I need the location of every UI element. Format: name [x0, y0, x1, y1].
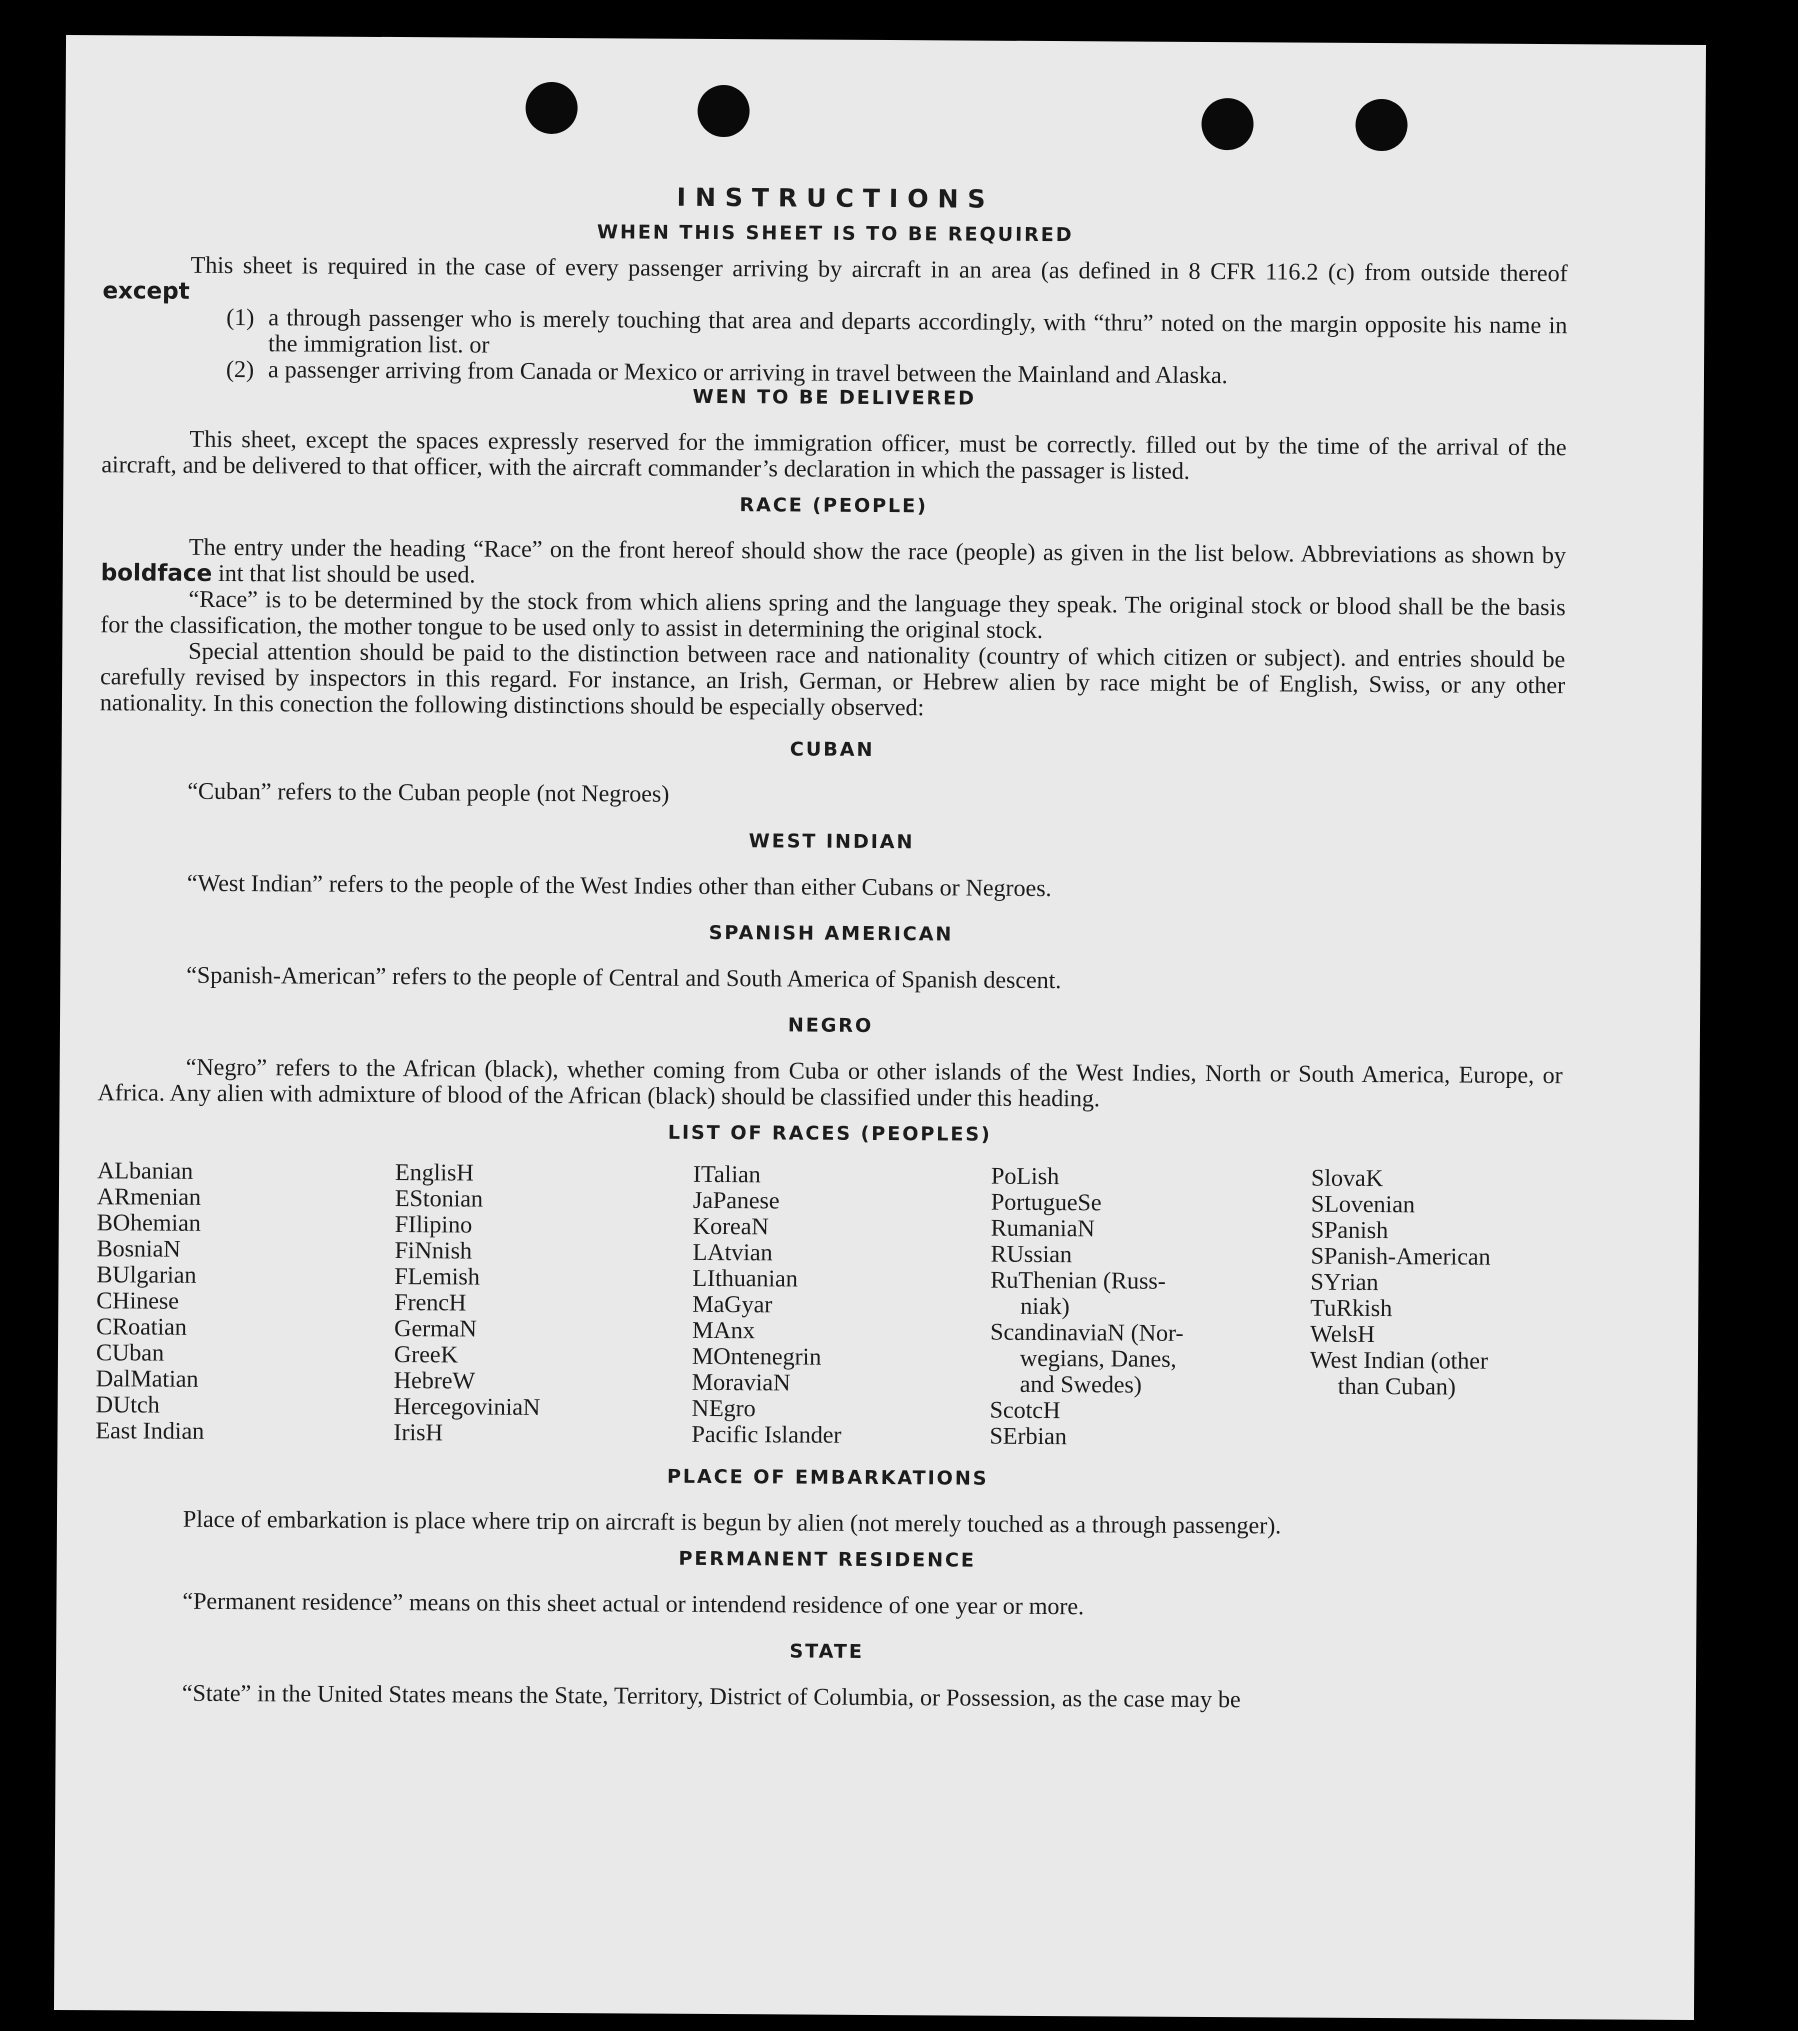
- section-heading-list-of-races: LIST OF RACES (PEOPLES): [667, 1121, 992, 1146]
- race-entry: West Indian (other: [1309, 1347, 1489, 1375]
- race-entry: ARmenian: [96, 1184, 202, 1211]
- races-list: [95, 1158, 1562, 1453]
- race-entry: JaPanese: [692, 1187, 780, 1215]
- race-entry: SErbian: [989, 1423, 1067, 1451]
- race-entry: GermaN: [394, 1316, 477, 1343]
- races-column: [393, 1160, 693, 1448]
- race-entry: CHinese: [96, 1288, 180, 1315]
- section-heading-permanent-residence: PERMANENT RESIDENCE: [678, 1547, 977, 1572]
- race-entry: HercegoviniaN: [393, 1394, 541, 1421]
- race-entry: MOntenegrin: [691, 1343, 822, 1371]
- race-paragraph-3: Special attention should be paid to the distinction between race and nationality (country of which citizen or subject). and entries should be carefully revised by inspectors in this regard. For instance, an Irish, German, or Hebrew alien by race might be of English, Swiss, or any other nationality. In this conection the following distinctions should be especially observed:: [99, 638, 1566, 722]
- list-item: (1) a through passenger who is merely touching that area and departs accordingly, with “thru” noted on the margin opposite his name in the immigration list. or: [226, 304, 1568, 359]
- race-entry: GreeK: [393, 1342, 459, 1369]
- race-entry: ALbanian: [97, 1158, 194, 1185]
- section-heading-when-required: WHEN THIS SHEET IS TO BE REQUIRED: [597, 221, 1074, 247]
- spanish-american-text: “Spanish-American” refers to the people of Central and South America of Spanish descent.: [186, 962, 1062, 995]
- race-entry: Pacific Islander: [691, 1421, 842, 1449]
- instructions-content: [94, 179, 1568, 1715]
- embarkation-text: Place of embarkation is place where trip on aircraft is begun by alien (not merely touched as a through passenger).: [182, 1506, 1282, 1540]
- race-entry: RuThenian (Russ-: [990, 1267, 1166, 1295]
- race-entry: SPanish: [1310, 1217, 1389, 1245]
- race-entry: LIthuanian: [692, 1265, 798, 1293]
- race-entry: KoreaN: [692, 1213, 769, 1241]
- race-entry: ITalian: [693, 1161, 761, 1189]
- race-entry-continued: wegians, Danes,: [1019, 1345, 1177, 1373]
- section-heading-state: STATE: [789, 1640, 864, 1663]
- race-entry: DUtch: [95, 1392, 160, 1419]
- page-title: INSTRUCTIONS: [676, 182, 995, 214]
- when-delivered-text: This sheet, except the spaces expressly reserved for the immigration officer, must be correctly. filled out by the time of the arrival of the aircraft, and be delivered to that officer, with the aircraft commander’s declaration in which the passager is listed.: [101, 426, 1567, 485]
- race-entry: MaGyar: [692, 1291, 773, 1319]
- punch-hole: [1355, 99, 1407, 151]
- race-entry: DalMatian: [95, 1366, 199, 1393]
- punch-hole: [525, 82, 577, 134]
- race-entry: PortugueSe: [990, 1189, 1102, 1217]
- race-entry: BUlgarian: [96, 1262, 197, 1289]
- west-indian-text: “West Indian” refers to the people of the West Indies other than either Cubans or Negroes.: [186, 870, 1052, 903]
- section-heading-negro: NEGRO: [787, 1014, 874, 1037]
- race-entry: ScotcH: [989, 1397, 1061, 1425]
- race-entry: FrencH: [394, 1290, 467, 1317]
- race-entry: EnglisH: [395, 1160, 474, 1187]
- race-entry: SlovaK: [1311, 1165, 1384, 1193]
- race-entry: CUban: [95, 1340, 165, 1367]
- race-entry-continued: niak): [1020, 1293, 1070, 1321]
- section-heading-race: RACE (PEOPLE): [739, 494, 928, 518]
- punch-hole: [697, 85, 749, 137]
- race-paragraph-1: The entry under the heading “Race” on the front hereof should show the race (people) as given in the list below. Abbreviations as shown by boldface int that list should be used.: [100, 534, 1566, 589]
- race-entry: SYrian: [1310, 1269, 1379, 1297]
- negro-text: “Negro” refers to the African (black), whether coming from Cuba or other islands of the West Indies, North or South America, Europe, or Africa. Any alien with admixture of blood of the African (black) should be classified under this heading.: [97, 1054, 1563, 1113]
- race-entry-continued: than Cuban): [1337, 1373, 1456, 1401]
- race-entry: FiNnish: [394, 1238, 473, 1265]
- race-entry: FLemish: [394, 1264, 480, 1291]
- races-column: [95, 1158, 395, 1446]
- race-entry: IrisH: [393, 1420, 443, 1447]
- race-entry: LAtvian: [692, 1239, 773, 1267]
- race-entry: PoLish: [991, 1163, 1060, 1191]
- race-entry: East Indian: [95, 1418, 205, 1445]
- race-entry: TuRkish: [1310, 1295, 1393, 1323]
- when-required-intro: This sheet is required in the case of every passenger arriving by aircraft in an area (as defined in 8 CFR 116.2 (c) from outside thereof except: [102, 252, 1568, 305]
- section-heading-when-delivered: WEN TO BE DELIVERED: [692, 385, 977, 410]
- section-heading-embarkation: PLACE OF EMBARKATIONS: [666, 1465, 989, 1490]
- race-entry: MAnx: [692, 1317, 755, 1345]
- race-entry: SPanish-American: [1310, 1243, 1491, 1271]
- permanent-residence-text: “Permanent residence” means on this sheet actual or intendend residence of one year or more.: [182, 1588, 1085, 1621]
- race-entry: CRoatian: [96, 1314, 187, 1341]
- races-column: [691, 1162, 991, 1450]
- race-entry: BOhemian: [96, 1210, 201, 1237]
- races-column: [989, 1164, 1311, 1452]
- race-entry: FIlipino: [394, 1212, 473, 1239]
- race-entry: WelsH: [1310, 1321, 1375, 1349]
- race-entry: ScandinaviaN (Nor-: [990, 1319, 1184, 1347]
- cuban-text: “Cuban” refers to the Cuban people (not Negroes): [187, 778, 670, 808]
- list-item: (2) a passenger arriving from Canada or Mexico or arriving in travel between the Mainland and Alaska.: [225, 356, 1228, 390]
- document-sheet: [54, 35, 1706, 2020]
- state-text: “State” in the United States means the State, Territory, District of Columbia, or Possession, as the case may be: [181, 1680, 1241, 1714]
- section-heading-spanish-american: SPANISH AMERICAN: [708, 921, 954, 946]
- race-entry: MoraviaN: [691, 1369, 791, 1397]
- punch-hole: [1201, 98, 1253, 150]
- race-entry-continued: and Swedes): [1019, 1371, 1142, 1399]
- race-entry: RUssian: [990, 1241, 1073, 1269]
- race-entry: NEgro: [691, 1395, 756, 1423]
- race-entry: HebreW: [393, 1368, 476, 1395]
- race-paragraph-2: “Race” is to be determined by the stock from which aliens spring and the language they speak. The original stock or blood shall be the basis for the classification, the mother tongue to be used only to assist in determining the original stock.: [100, 586, 1566, 644]
- race-entry: EStonian: [394, 1186, 484, 1213]
- races-column: [1309, 1166, 1562, 1454]
- section-heading-cuban: CUBAN: [789, 738, 875, 761]
- race-entry: BosniaN: [96, 1236, 181, 1263]
- section-heading-west-indian: WEST INDIAN: [748, 830, 915, 854]
- race-entry: RumaniaN: [990, 1215, 1095, 1243]
- race-entry: SLovenian: [1310, 1191, 1415, 1219]
